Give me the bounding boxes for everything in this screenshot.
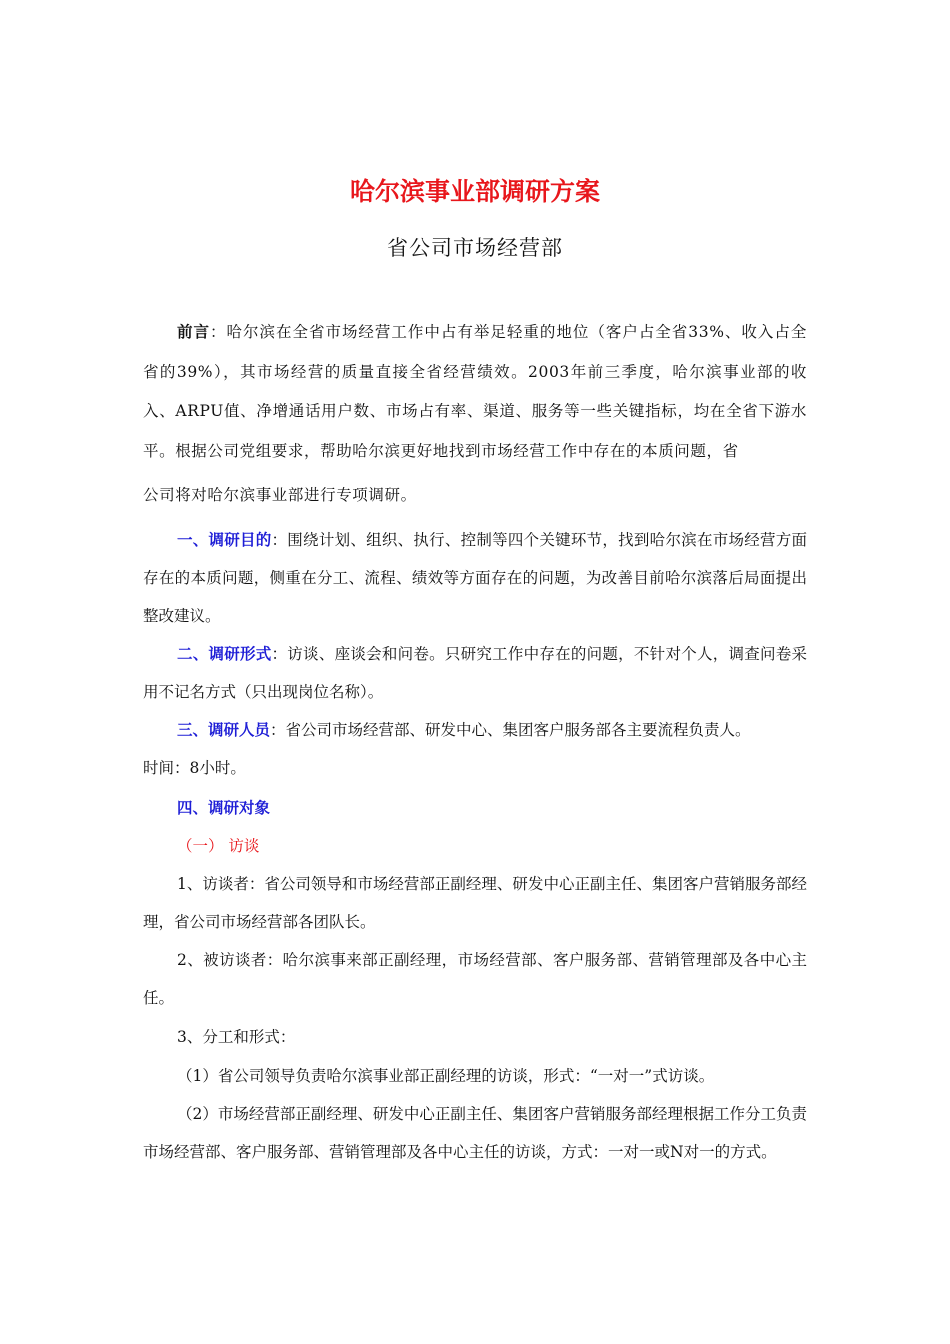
section-staff-text: ：省公司市场经营部、研发中心、集团客户服务部各主要流程负责人。 [270,721,751,739]
section-purpose-label: 一、调研目的 [177,530,272,549]
section-targets [143,789,807,827]
item-interviewees [143,941,807,1017]
intro-label: 前言 [177,322,210,341]
document-title: 哈尔滨事业部调研方案 [349,177,600,206]
item-interviewees-text: 2、被访谈者：哈尔滨事来部正副经理，市场经营部、客户服务部、营销管理部及各中心主任。 [143,951,807,1007]
section-purpose [143,521,807,635]
subsection-interview-label: （一） 访谈 [177,837,260,855]
item-interviewers [143,865,807,941]
section-targets-label: 四、调研对象 [177,798,271,817]
item-division-2-text: （2）市场经营部正副经理、研发中心正副主任、集团客户营销服务部经理根据工作分工负责市场经营部、客户服务部、营销管理部及各中心主任的访谈，方式：一对一或N对一的方式。 [143,1105,807,1161]
subsection-interview [143,827,807,865]
item-division-2 [143,1095,807,1171]
document-subtitle: 省公司市场经营部 [387,236,563,260]
section-form-label: 二、调研形式 [177,644,272,663]
item-division-1 [143,1057,807,1095]
intro-paragraph [143,312,808,504]
item-interviewers-text: 1、访谈者：省公司领导和市场经营部正副经理、研发中心正副主任、集团客户营销服务部经理，省公司市场经营部各团队长。 [143,875,807,931]
section-form [143,635,807,711]
item-division-1-text: （1）省公司领导负责哈尔滨事业部正副经理的访谈，形式：“一对一”式访谈。 [177,1067,715,1085]
section-staff-time: 时间：8小时。 [143,759,246,777]
intro-text: ：哈尔滨在全省市场经营工作中占有举足轻重的地位（客户占全省33%、收入占全省的39%），其市场经营的质量直接全省经营绩效。2003年前三季度，哈尔滨事业部的收入、ARPU值、净增通话用户数、市场占有率、渠道、服务等一些关键指标，均在全省下游水平。根据公司党组要求，帮助哈尔滨更好地找到市场经营工作中存在的本质问题，省 [143,323,808,460]
section-staff [143,711,807,749]
item-division-text: 3、分工和形式： [177,1028,296,1046]
section-purpose-text: ：围绕计划、组织、执行、控制等四个关键环节，找到哈尔滨在市场经营方面存在的本质问题，侧重在分工、流程、绩效等方面存在的问题，为改善目前哈尔滨落后局面提出整改建议。 [143,531,807,625]
section-staff-label: 三、调研人员 [177,720,271,739]
intro-text-tail: 公司将对哈尔滨事业部进行专项调研。 [143,486,417,504]
section-form-text: ：访谈、座谈会和问卷。只研究工作中存在的问题，不针对个人，调查问卷采用不记名方式（只出现岗位名称）。 [143,645,807,701]
item-division [143,1018,807,1056]
